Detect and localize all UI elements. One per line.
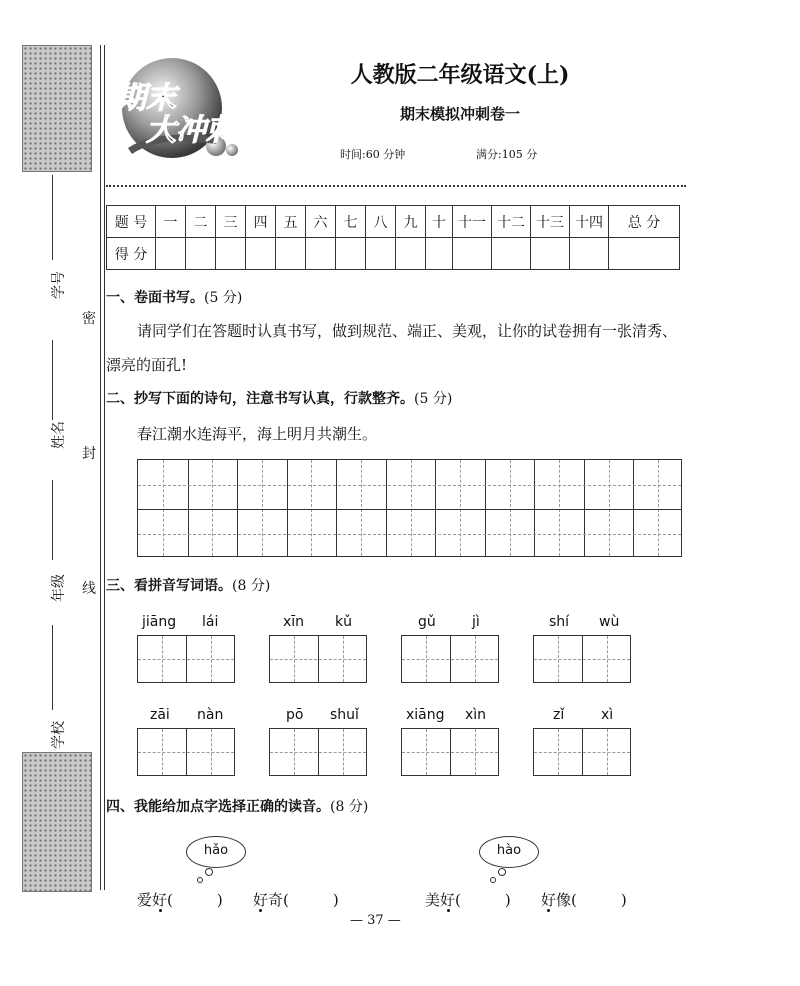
word-writing-box[interactable] bbox=[137, 635, 235, 683]
pinyin-label: zǐ bbox=[553, 707, 565, 723]
header-cell: 十二 bbox=[492, 206, 531, 238]
grid-column-line bbox=[435, 460, 436, 556]
exam-title: 人教版二年级语文(上) bbox=[350, 62, 570, 88]
pinyin-label: lái bbox=[202, 614, 219, 630]
grid-guide-vertical bbox=[559, 460, 560, 556]
grid-guide-vertical bbox=[361, 460, 362, 556]
grid-guide-horizontal bbox=[138, 534, 681, 535]
row-label-score: 得 分 bbox=[107, 238, 156, 270]
score-cell[interactable] bbox=[453, 238, 492, 270]
margin-pattern-bottom bbox=[22, 752, 92, 892]
seal-char-feng: 封 bbox=[82, 446, 96, 462]
pinyin-label: shí bbox=[549, 614, 570, 630]
grid-guide-vertical bbox=[460, 460, 461, 556]
score-cell[interactable] bbox=[306, 238, 336, 270]
item-label: 好奇( bbox=[253, 891, 289, 909]
header-cell: 十一 bbox=[453, 206, 492, 238]
score-cell[interactable] bbox=[366, 238, 396, 270]
header-cell: 七 bbox=[336, 206, 366, 238]
field-line-school bbox=[52, 625, 53, 710]
field-line-grade bbox=[52, 480, 53, 560]
grid-guide-vertical bbox=[609, 460, 610, 556]
section-1-title: 一、卷面书写。 bbox=[106, 290, 204, 306]
item-label: 爱好( bbox=[137, 891, 173, 909]
score-cell[interactable] bbox=[396, 238, 426, 270]
word-writing-box[interactable] bbox=[137, 728, 235, 776]
word-writing-box[interactable] bbox=[533, 635, 631, 683]
grid-guide-horizontal bbox=[138, 485, 681, 486]
grid-column-line bbox=[386, 460, 387, 556]
section-4-heading bbox=[106, 796, 368, 816]
pinyin-label: xīn bbox=[283, 614, 305, 630]
header-cell: 十四 bbox=[570, 206, 609, 238]
exam-subtitle: 期末模拟冲刺卷一 bbox=[399, 105, 520, 123]
exam-full-score: 满分:105 分 bbox=[476, 148, 538, 161]
close-paren: ) bbox=[332, 891, 339, 909]
emphasis-dot bbox=[159, 909, 162, 912]
header-cell: 六 bbox=[306, 206, 336, 238]
score-cell[interactable] bbox=[156, 238, 186, 270]
section-2-title: 二、抄写下面的诗句，注意书写认真，行款整齐。 bbox=[106, 391, 414, 407]
section-3-title: 三、看拼音写词语。 bbox=[106, 578, 232, 594]
score-table bbox=[106, 205, 680, 270]
pinyin-label: wù bbox=[599, 614, 620, 630]
header-cell: 三 bbox=[216, 206, 246, 238]
pinyin-label: xiāng bbox=[406, 707, 445, 723]
header-cell: 五 bbox=[276, 206, 306, 238]
pinyin-label: kǔ bbox=[335, 614, 352, 630]
grid-column-line bbox=[336, 460, 337, 556]
pronunciation-bubble-right bbox=[479, 836, 539, 868]
close-paren: ) bbox=[216, 891, 223, 909]
binding-line-inner bbox=[104, 45, 105, 890]
margin-pattern-top bbox=[22, 45, 92, 172]
grid-column-line bbox=[584, 460, 585, 556]
grid-guide-vertical bbox=[510, 460, 511, 556]
header-cell: 十 bbox=[426, 206, 453, 238]
score-cell[interactable] bbox=[336, 238, 366, 270]
word-writing-box[interactable] bbox=[269, 728, 367, 776]
section-2-points: (5 分) bbox=[414, 391, 453, 407]
section-4-points: (8 分) bbox=[330, 799, 369, 815]
field-line-name bbox=[52, 340, 53, 420]
pinyin-label: zāi bbox=[150, 707, 170, 723]
word-writing-box[interactable] bbox=[269, 635, 367, 683]
section-1-heading bbox=[106, 287, 242, 307]
header-cell: 八 bbox=[366, 206, 396, 238]
field-label-name: 姓名 bbox=[51, 421, 67, 449]
header-cell: 九 bbox=[396, 206, 426, 238]
score-cell[interactable] bbox=[246, 238, 276, 270]
pronunciation-item-haoqi bbox=[253, 889, 339, 910]
close-paren: ) bbox=[620, 891, 627, 909]
grid-row-line bbox=[138, 509, 681, 510]
svg-text:大冲刺: 大冲刺 bbox=[146, 113, 236, 148]
bubble-right-text: hào bbox=[496, 843, 522, 858]
field-label-school: 学校 bbox=[51, 721, 67, 749]
word-writing-box[interactable] bbox=[533, 728, 631, 776]
svg-text:期末: 期末 bbox=[116, 81, 176, 116]
score-cell[interactable] bbox=[492, 238, 531, 270]
grid-column-line bbox=[188, 460, 189, 556]
section-1-points: (5 分) bbox=[204, 290, 243, 306]
bubble-left-text: hǎo bbox=[203, 843, 229, 858]
pronunciation-item-haoxiang bbox=[541, 889, 627, 910]
grid-guide-vertical bbox=[262, 460, 263, 556]
header-cell-total: 总 分 bbox=[609, 206, 680, 238]
exam-logo bbox=[108, 58, 258, 168]
header-cell: 四 bbox=[246, 206, 276, 238]
grid-guide-vertical bbox=[212, 460, 213, 556]
word-writing-box[interactable] bbox=[401, 635, 499, 683]
pronunciation-item-meihao bbox=[425, 889, 511, 910]
close-paren: ) bbox=[504, 891, 511, 909]
item-label: 美好( bbox=[425, 891, 461, 909]
word-writing-box[interactable] bbox=[401, 728, 499, 776]
score-table-header-row bbox=[107, 206, 680, 238]
exam-time: 时间:60 分钟 bbox=[340, 148, 406, 161]
header-cell: 二 bbox=[186, 206, 216, 238]
grid-guide-vertical bbox=[658, 460, 659, 556]
binding-line bbox=[100, 45, 101, 890]
pinyin-label: jiāng bbox=[142, 614, 177, 630]
pronunciation-bubble-left bbox=[186, 836, 246, 868]
grid-column-line bbox=[237, 460, 238, 556]
emphasis-dot bbox=[547, 909, 550, 912]
field-label-student-id: 学号 bbox=[51, 271, 67, 299]
score-cell[interactable] bbox=[570, 238, 609, 270]
score-cell[interactable] bbox=[426, 238, 453, 270]
grid-column-line bbox=[485, 460, 486, 556]
grid-guide-vertical bbox=[311, 460, 312, 556]
grid-guide-vertical bbox=[411, 460, 412, 556]
pronunciation-item-aihao bbox=[137, 889, 223, 910]
section-2-heading bbox=[106, 388, 452, 408]
field-label-grade: 年级 bbox=[51, 574, 67, 602]
section-3-heading bbox=[106, 575, 270, 595]
pinyin-label: xìn bbox=[465, 707, 487, 723]
score-cell[interactable] bbox=[276, 238, 306, 270]
pinyin-label: shuǐ bbox=[330, 707, 359, 723]
section-2-poem: 春江潮水连海平，海上明月共潮生。 bbox=[137, 425, 378, 443]
seal-char-xian: 线 bbox=[82, 581, 96, 597]
grid-column-line bbox=[633, 460, 634, 556]
header-cell: 十三 bbox=[531, 206, 570, 238]
score-cell[interactable] bbox=[216, 238, 246, 270]
score-cell[interactable] bbox=[531, 238, 570, 270]
page-number: — 37 — bbox=[350, 913, 401, 928]
pinyin-label: xì bbox=[601, 707, 614, 723]
emphasis-dot bbox=[259, 909, 262, 912]
pinyin-label: pō bbox=[286, 707, 304, 723]
grid-guide-vertical bbox=[163, 460, 164, 556]
emphasis-dot bbox=[447, 909, 450, 912]
field-line-student-id bbox=[52, 175, 53, 260]
section-4-title: 四、我能给加点字选择正确的读音。 bbox=[106, 799, 330, 815]
grid-column-line bbox=[287, 460, 288, 556]
seal-char-mi: 密 bbox=[82, 311, 96, 327]
pinyin-label: jì bbox=[472, 614, 480, 630]
score-cell[interactable] bbox=[186, 238, 216, 270]
section-1-paragraph-line1: 请同学们在答题时认真书写，做到规范、端正、美观，让你的试卷拥有一张清秀、 bbox=[137, 322, 678, 340]
score-cell-total[interactable] bbox=[609, 238, 680, 270]
grid-column-line bbox=[534, 460, 535, 556]
copy-writing-grid[interactable] bbox=[137, 459, 682, 557]
row-label-question-number: 题 号 bbox=[107, 206, 156, 238]
item-label: 好像( bbox=[541, 891, 577, 909]
header-divider bbox=[106, 185, 686, 187]
section-1-paragraph-line2: 漂亮的面孔! bbox=[106, 356, 188, 374]
pinyin-label: nàn bbox=[197, 707, 224, 723]
pinyin-label: gǔ bbox=[418, 614, 436, 630]
score-table-score-row bbox=[107, 238, 680, 270]
section-3-points: (8 分) bbox=[232, 578, 271, 594]
header-cell: 一 bbox=[156, 206, 186, 238]
